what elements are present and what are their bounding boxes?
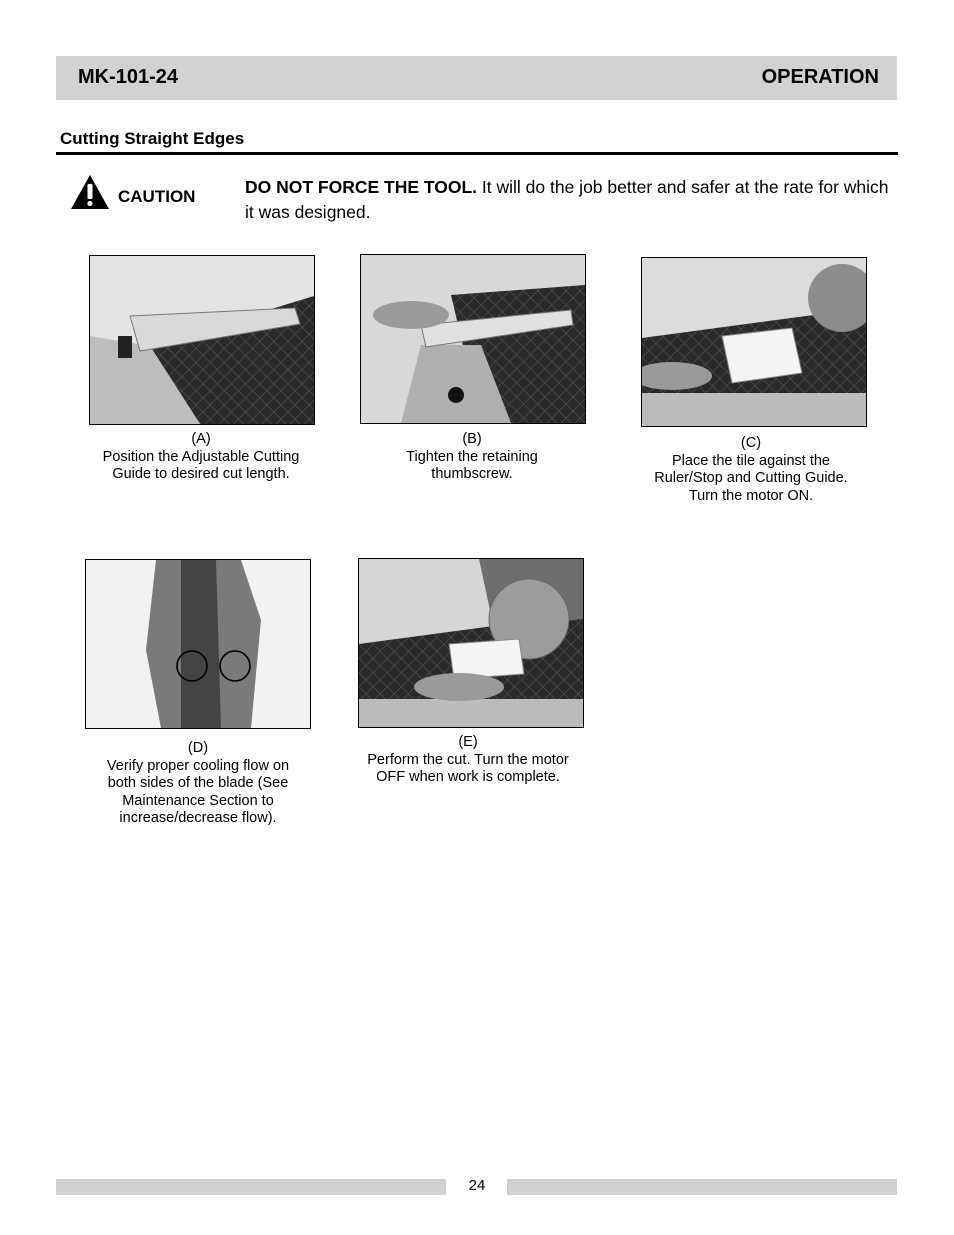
photo-a [89, 255, 315, 425]
caution-label: CAUTION [118, 187, 196, 206]
caption-line: Guide to desired cut length. [112, 466, 290, 482]
caption-letter: (A) [191, 431, 211, 447]
subheading: Cutting Straight Edges [60, 129, 245, 148]
heading-rule [56, 152, 898, 155]
caption-line: Tighten the retaining [406, 448, 538, 465]
caption-line: Turn the motor ON. [688, 487, 814, 504]
photo-c [641, 257, 867, 427]
page-number: 24 [468, 1177, 486, 1194]
caption-a [89, 431, 313, 484]
section-title: OPERATION [761, 66, 879, 88]
caption-line: Maintenance Section to [122, 792, 274, 809]
caption-d [80, 740, 316, 828]
caution-bold: DO NOT FORCE THE TOOL. [245, 177, 478, 197]
caption-letter: (C) [740, 435, 762, 451]
caption-letter: (D) [187, 740, 209, 756]
caution-message [245, 175, 895, 225]
caption-letter: (B) [462, 431, 482, 447]
caption-line: Place the tile against the [672, 452, 830, 469]
footer-bar-right [507, 1179, 897, 1195]
page-header [56, 56, 897, 100]
photo-d [85, 559, 311, 729]
caption-line: increase/decrease flow). [119, 810, 277, 826]
caption-line: Ruler/Stop and Cutting Guide. [654, 470, 848, 486]
caution-body: It will do the job better and safer at the rate for which it was designed. [245, 177, 889, 222]
photo-b [360, 254, 586, 424]
caption-line: OFF when work is complete. [376, 769, 560, 785]
caption-line: Perform the cut. Turn the motor [367, 751, 569, 768]
caption-b [360, 431, 584, 484]
photo-e [358, 558, 584, 728]
caption-c [631, 435, 871, 505]
caption-line: both sides of the blade (See [107, 775, 289, 791]
model-number: MK-101-24 [78, 66, 179, 88]
caption-letter: (E) [458, 734, 478, 750]
caption-e [350, 734, 586, 787]
caption-line: Position the Adjustable Cutting [102, 448, 300, 465]
warning-icon [70, 174, 110, 210]
caption-line: thumbscrew. [431, 466, 513, 482]
caption-line: Verify proper cooling flow on [106, 757, 290, 774]
footer-bar-left [56, 1179, 446, 1195]
